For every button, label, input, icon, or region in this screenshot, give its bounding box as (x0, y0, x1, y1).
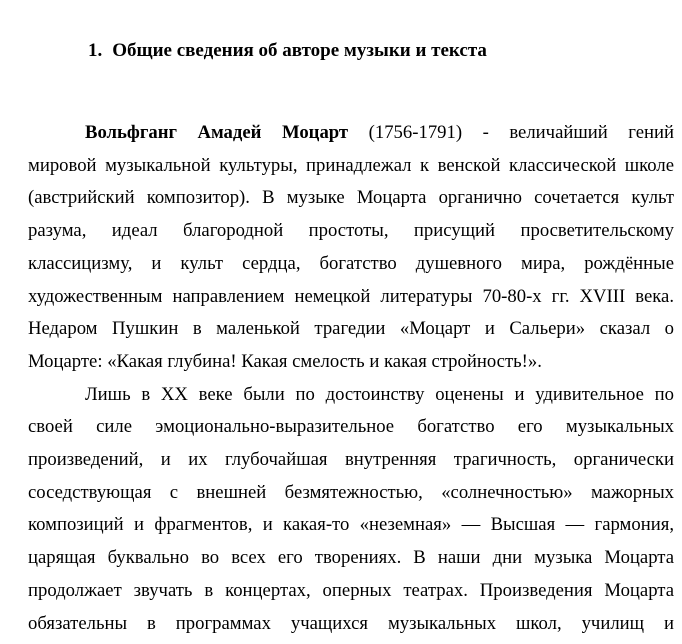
text-segment: (1756-1791) - величайший гений (348, 122, 674, 143)
document-body (28, 117, 674, 640)
text-line (28, 248, 674, 281)
text-line (28, 313, 674, 346)
text-segment: Лишь в XX веке были по достоинству оценены и удивительное по (85, 383, 674, 405)
text-line (28, 575, 674, 608)
text-line (28, 215, 674, 248)
text-segment: Недаром Пушкин в маленькой трагедии «Моцарт и Сальери» сказал о (28, 318, 674, 340)
text-segment: обязательны в программах учащихся музыкальных школ, училищ и (28, 612, 674, 634)
text-line (28, 117, 674, 150)
text-line (28, 509, 674, 542)
text-line (28, 281, 674, 314)
text-segment: мировой музыкальной культуры, принадлежал к венской классической школе (28, 154, 674, 176)
text-segment: разума, идеал благородной простоты, присущий просветительскому (28, 220, 674, 242)
text-segment: Моцарте: «Какая глубина! Какая смелость и какая стройность!». (28, 350, 542, 372)
text-line (28, 542, 674, 575)
section-number: 1. (88, 40, 103, 61)
text-line (28, 182, 674, 215)
text-segment: художественным направлением немецкой литературы 70-80-х гг. XVIII века. (28, 285, 674, 307)
paragraph-1 (28, 117, 674, 379)
text-segment: (австрийский композитор). В музыке Моцарта органично сочетается культ (28, 187, 674, 209)
text-segment: царящая буквально во всех его творениях. В наши дни музыка Моцарта (28, 547, 674, 569)
paragraph-2 (28, 379, 674, 641)
text-line (28, 411, 674, 444)
text-segment: продолжает звучать в концертах, оперных театрах. Произведения Моцарта (28, 579, 674, 601)
text-segment: композиций и фрагментов, и какая-то «неземная» — Высшая — гармония, (28, 514, 674, 536)
text-line (28, 444, 674, 477)
text-segment: произведений, и их глубочайшая внутренняя трагичность, органически (28, 449, 674, 471)
text-line (28, 346, 674, 379)
text-line (28, 379, 674, 412)
text-segment: соседствующая с внешней безмятежностью, «солнечностью» мажорных (28, 481, 674, 503)
bold-text-segment: Вольфганг Амадей Моцарт (85, 122, 349, 143)
text-segment: своей силе эмоционально-выразительное богатство его музыкальных (28, 416, 674, 438)
text-segment: классицизму, и культ сердца, богатство душевного мира, рождённые (28, 252, 674, 274)
text-line (28, 150, 674, 183)
section-title: Общие сведения об авторе музыки и текста (112, 40, 487, 61)
section-heading (88, 34, 487, 67)
text-line (28, 477, 674, 510)
text-line (28, 608, 674, 641)
